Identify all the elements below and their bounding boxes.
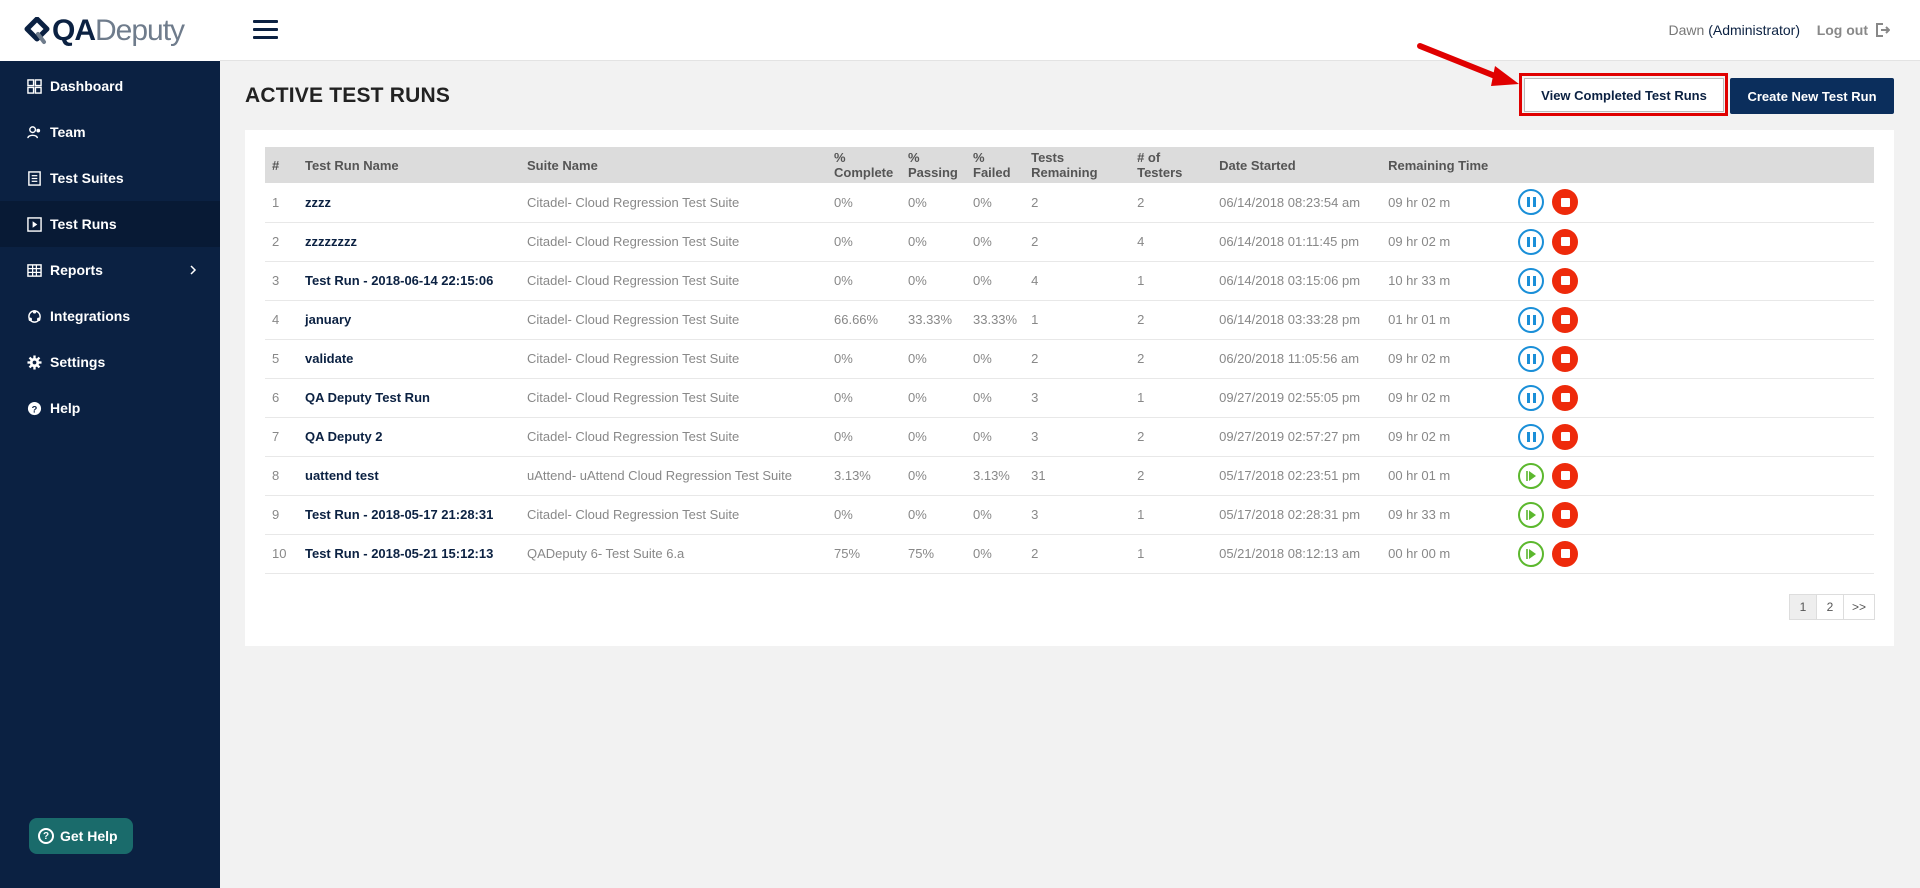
- stop-icon[interactable]: [1552, 346, 1578, 372]
- cell-name[interactable]: zzzzzzzz: [305, 234, 357, 249]
- cell-passing: 0%: [908, 273, 927, 288]
- cell-time: 01 hr 01 m: [1388, 312, 1451, 327]
- cell-num: 3: [272, 273, 280, 288]
- column-header: Suite Name: [527, 157, 598, 173]
- sidebar-item-help[interactable]: [0, 385, 220, 431]
- cell-actions: [1511, 378, 1874, 417]
- column-header-actions: [1511, 147, 1874, 183]
- pause-icon[interactable]: [1518, 189, 1544, 215]
- test-runs-table: [265, 147, 1874, 574]
- test-runs-card: [245, 130, 1894, 646]
- cell-date: 06/14/2018 03:33:28 pm: [1219, 312, 1361, 327]
- cell-failed: 0%: [973, 390, 992, 405]
- sidebar-item-label: Help: [50, 400, 81, 416]
- logo[interactable]: [0, 0, 220, 61]
- cell-time: 09 hr 02 m: [1388, 390, 1451, 405]
- table-row[interactable]: [265, 222, 1874, 261]
- sidebar-item-team[interactable]: [0, 109, 220, 155]
- cell-num: 10: [272, 546, 287, 561]
- cell-remaining: 2: [1031, 351, 1039, 366]
- table-row[interactable]: [265, 456, 1874, 495]
- column-header: Date Started: [1219, 157, 1296, 173]
- cell-date: 05/17/2018 02:28:31 pm: [1219, 507, 1361, 522]
- sidebar-item-test-runs[interactable]: [0, 201, 220, 247]
- cell-testers: 2: [1137, 312, 1145, 327]
- stop-icon[interactable]: [1552, 307, 1578, 333]
- integrations-icon: [26, 308, 42, 324]
- pause-icon[interactable]: [1518, 229, 1544, 255]
- cell-testers: 2: [1137, 194, 1145, 210]
- cell-suite: uAttend- uAttend Cloud Regression Test Suite: [527, 468, 792, 483]
- cell-date: 09/27/2019 02:55:05 pm: [1219, 390, 1361, 405]
- logout-icon: [1874, 22, 1890, 38]
- cell-num: 2: [272, 234, 280, 249]
- cell-name[interactable]: january: [305, 312, 352, 327]
- column-header: % Failed: [973, 150, 1011, 180]
- play-square-icon: [26, 216, 42, 232]
- grid-icon: [26, 78, 42, 94]
- cell-complete: 0%: [834, 429, 853, 444]
- cell-passing: 0%: [908, 429, 927, 444]
- cell-time: 00 hr 00 m: [1388, 546, 1451, 561]
- column-header: Test Run Name: [305, 157, 399, 173]
- cell-name[interactable]: QA Deputy 2: [305, 429, 383, 444]
- pause-icon[interactable]: [1518, 268, 1544, 294]
- cell-actions: [1511, 534, 1874, 573]
- cell-complete: 3.13%: [834, 468, 871, 483]
- cell-remaining: 4: [1031, 273, 1039, 288]
- cell-testers: 2: [1137, 468, 1145, 483]
- cell-actions: [1511, 339, 1874, 378]
- cell-time: 09 hr 02 m: [1388, 351, 1451, 366]
- logo-text: QADeputy: [52, 13, 185, 47]
- cell-passing: 0%: [908, 194, 927, 210]
- svg-text:?: ?: [31, 403, 37, 414]
- sidebar-item-test-suites[interactable]: [0, 155, 220, 201]
- help-circle-icon: ?: [38, 828, 54, 844]
- cell-num: 4: [272, 312, 280, 327]
- page-2-button[interactable]: 2: [1816, 594, 1844, 620]
- cell-testers: 2: [1137, 429, 1145, 444]
- chevron-right-icon: [186, 263, 200, 277]
- table-header-row: [265, 147, 1874, 183]
- sidebar-item-label: Test Runs: [50, 216, 117, 232]
- qa-deputy-logo-icon: [24, 17, 50, 45]
- cell-remaining: 31: [1031, 468, 1046, 483]
- cell-num: 9: [272, 507, 280, 522]
- cell-actions: [1511, 222, 1874, 261]
- cell-date: 06/14/2018 08:23:54 am: [1219, 194, 1361, 210]
- cell-date: 06/20/2018 11:05:56 am: [1219, 351, 1360, 366]
- cell-date: 06/14/2018 01:11:45 pm: [1219, 234, 1360, 249]
- cell-time: 00 hr 01 m: [1388, 468, 1451, 483]
- sidebar-item-settings[interactable]: [0, 339, 220, 385]
- cell-suite: Citadel- Cloud Regression Test Suite: [527, 194, 740, 210]
- table-row[interactable]: [265, 495, 1874, 534]
- cell-remaining: 2: [1031, 194, 1039, 210]
- table-row[interactable]: [265, 261, 1874, 300]
- sidebar-nav: [0, 63, 220, 431]
- table-row[interactable]: [265, 183, 1874, 222]
- cell-num: 1: [272, 194, 280, 210]
- stop-icon[interactable]: [1552, 189, 1578, 215]
- sidebar-item-reports[interactable]: [0, 247, 220, 293]
- cell-actions: [1511, 261, 1874, 300]
- page-title: ACTIVE TEST RUNS: [245, 84, 451, 107]
- view-completed-test-runs-button[interactable]: View Completed Test Runs: [1524, 78, 1724, 112]
- create-new-test-run-button[interactable]: Create New Test Run: [1730, 78, 1894, 114]
- cell-passing: 0%: [908, 468, 927, 483]
- pause-icon[interactable]: [1518, 385, 1544, 411]
- cell-suite: Citadel- Cloud Regression Test Suite: [527, 273, 740, 288]
- column-header: #: [272, 157, 280, 173]
- cell-actions: [1511, 417, 1874, 456]
- cell-testers: 2: [1137, 351, 1145, 366]
- cell-remaining: 2: [1031, 234, 1039, 249]
- cell-suite: QADeputy 6- Test Suite 6.a: [527, 546, 685, 561]
- cell-complete: 0%: [834, 273, 853, 288]
- sidebar-item-integrations[interactable]: [0, 293, 220, 339]
- menu-toggle-icon[interactable]: [253, 20, 278, 40]
- cell-date: 05/17/2018 02:23:51 pm: [1219, 468, 1361, 483]
- table-row[interactable]: [265, 339, 1874, 378]
- cell-remaining: 2: [1031, 546, 1039, 561]
- sidebar-item-label: Dashboard: [50, 78, 124, 94]
- cell-complete: 0%: [834, 351, 853, 366]
- cell-suite: Citadel- Cloud Regression Test Suite: [527, 507, 740, 522]
- cell-failed: 0%: [973, 429, 992, 444]
- sidebar-item-label: Reports: [50, 262, 103, 278]
- annotation-arrow-icon: [1415, 40, 1525, 90]
- cell-name[interactable]: Test Run - 2018-05-17 21:28:31: [305, 507, 494, 522]
- cell-suite: Citadel- Cloud Regression Test Suite: [527, 429, 740, 444]
- sidebar: [0, 0, 220, 888]
- cell-name[interactable]: zzzz: [305, 194, 331, 210]
- table-row[interactable]: [265, 417, 1874, 456]
- sidebar-item-label: Integrations: [50, 308, 131, 324]
- user-name: Dawn: [1668, 22, 1705, 38]
- cell-actions: [1511, 495, 1874, 534]
- column-header: % Passing: [908, 150, 958, 180]
- cell-testers: 1: [1137, 546, 1145, 561]
- cell-actions: [1511, 183, 1874, 222]
- cell-complete: 75%: [834, 546, 861, 561]
- cell-remaining: 1: [1031, 312, 1039, 327]
- cell-complete: 0%: [834, 390, 853, 405]
- cell-name[interactable]: validate: [305, 351, 354, 366]
- stop-icon[interactable]: [1552, 463, 1578, 489]
- column-header: % Complete: [834, 150, 894, 180]
- column-header: # of Testers: [1137, 150, 1183, 180]
- play-icon[interactable]: [1518, 502, 1544, 528]
- stop-icon[interactable]: [1552, 229, 1578, 255]
- cell-failed: 0%: [973, 234, 992, 249]
- cell-num: 8: [272, 468, 280, 483]
- cell-actions: [1511, 300, 1874, 339]
- logout-label: Log out: [1816, 22, 1868, 38]
- cell-failed: 0%: [973, 351, 992, 366]
- cell-remaining: 3: [1031, 429, 1039, 444]
- get-help-button[interactable]: [29, 818, 133, 854]
- stop-icon[interactable]: [1552, 385, 1578, 411]
- cell-testers: 1: [1137, 273, 1145, 288]
- cell-time: 09 hr 02 m: [1388, 234, 1451, 249]
- cell-name[interactable]: Test Run - 2018-06-14 22:15:06: [305, 273, 494, 288]
- stop-icon[interactable]: [1552, 268, 1578, 294]
- play-icon[interactable]: [1518, 463, 1544, 489]
- cell-testers: 1: [1137, 507, 1145, 522]
- table-row[interactable]: [265, 300, 1874, 339]
- cell-complete: 0%: [834, 507, 853, 522]
- get-help-label: Get Help: [60, 828, 118, 844]
- cell-complete: 0%: [834, 234, 853, 249]
- sidebar-item-label: Team: [50, 124, 86, 140]
- stop-icon[interactable]: [1552, 424, 1578, 450]
- stop-icon[interactable]: [1552, 502, 1578, 528]
- cell-suite: Citadel- Cloud Regression Test Suite: [527, 351, 740, 366]
- page-1-button[interactable]: 1: [1789, 594, 1817, 620]
- cell-name[interactable]: Test Run - 2018-05-21 15:12:13: [305, 546, 494, 561]
- stop-icon[interactable]: [1552, 541, 1578, 567]
- cell-failed: 3.13%: [973, 468, 1010, 483]
- cell-suite: Citadel- Cloud Regression Test Suite: [527, 234, 740, 249]
- cell-date: 06/14/2018 03:15:06 pm: [1219, 273, 1361, 288]
- cell-failed: 0%: [973, 507, 992, 522]
- cell-name[interactable]: QA Deputy Test Run: [305, 390, 430, 405]
- question-icon: [26, 400, 42, 416]
- cell-actions: [1511, 456, 1874, 495]
- cell-complete: 66.66%: [834, 312, 879, 327]
- sidebar-item-dashboard[interactable]: [0, 63, 220, 109]
- topbar: [220, 0, 1920, 61]
- cell-time: 09 hr 02 m: [1388, 429, 1451, 444]
- cell-passing: 0%: [908, 351, 927, 366]
- cell-num: 5: [272, 351, 280, 366]
- cell-remaining: 3: [1031, 390, 1039, 405]
- cell-failed: 0%: [973, 194, 992, 210]
- cell-passing: 0%: [908, 234, 927, 249]
- gear-icon: [26, 354, 42, 370]
- user-role: (Administrator): [1708, 22, 1800, 38]
- cell-remaining: 3: [1031, 507, 1039, 522]
- column-header: Remaining Time: [1388, 157, 1489, 173]
- cell-failed: 33.33%: [973, 312, 1018, 327]
- cell-passing: 0%: [908, 390, 927, 405]
- cell-suite: Citadel- Cloud Regression Test Suite: [527, 390, 740, 405]
- table-row[interactable]: [265, 534, 1874, 573]
- sidebar-item-label: Settings: [50, 354, 106, 370]
- cell-complete: 0%: [834, 194, 853, 210]
- users-icon: [26, 124, 42, 140]
- logout-link[interactable]: [1817, 22, 1890, 38]
- cell-date: 09/27/2019 02:57:27 pm: [1219, 429, 1361, 444]
- cell-testers: 4: [1137, 234, 1145, 249]
- cell-time: 09 hr 02 m: [1388, 194, 1451, 210]
- document-icon: [26, 170, 42, 186]
- cell-failed: 0%: [973, 273, 992, 288]
- cell-passing: 75%: [908, 546, 935, 561]
- next-page-button[interactable]: >>: [1843, 594, 1875, 620]
- cell-passing: 0%: [908, 507, 927, 522]
- cell-name[interactable]: uattend test: [305, 468, 379, 483]
- column-header: Tests Remaining: [1031, 150, 1098, 180]
- pagination: [1790, 594, 1875, 620]
- cell-testers: 1: [1137, 390, 1145, 405]
- pause-icon[interactable]: [1518, 346, 1544, 372]
- cell-date: 05/21/2018 08:12:13 am: [1219, 546, 1361, 561]
- cell-passing: 33.33%: [908, 312, 953, 327]
- sidebar-item-label: Test Suites: [50, 170, 124, 186]
- table-row[interactable]: [265, 378, 1874, 417]
- cell-suite: Citadel- Cloud Regression Test Suite: [527, 312, 740, 327]
- cell-num: 6: [272, 390, 280, 405]
- user-info: [1669, 22, 1800, 38]
- pause-icon[interactable]: [1518, 307, 1544, 333]
- pause-icon[interactable]: [1518, 424, 1544, 450]
- cell-time: 10 hr 33 m: [1388, 273, 1451, 288]
- cell-failed: 0%: [973, 546, 992, 561]
- cell-time: 09 hr 33 m: [1388, 507, 1451, 522]
- table-icon: [26, 262, 42, 278]
- cell-num: 7: [272, 429, 280, 444]
- play-icon[interactable]: [1518, 541, 1544, 567]
